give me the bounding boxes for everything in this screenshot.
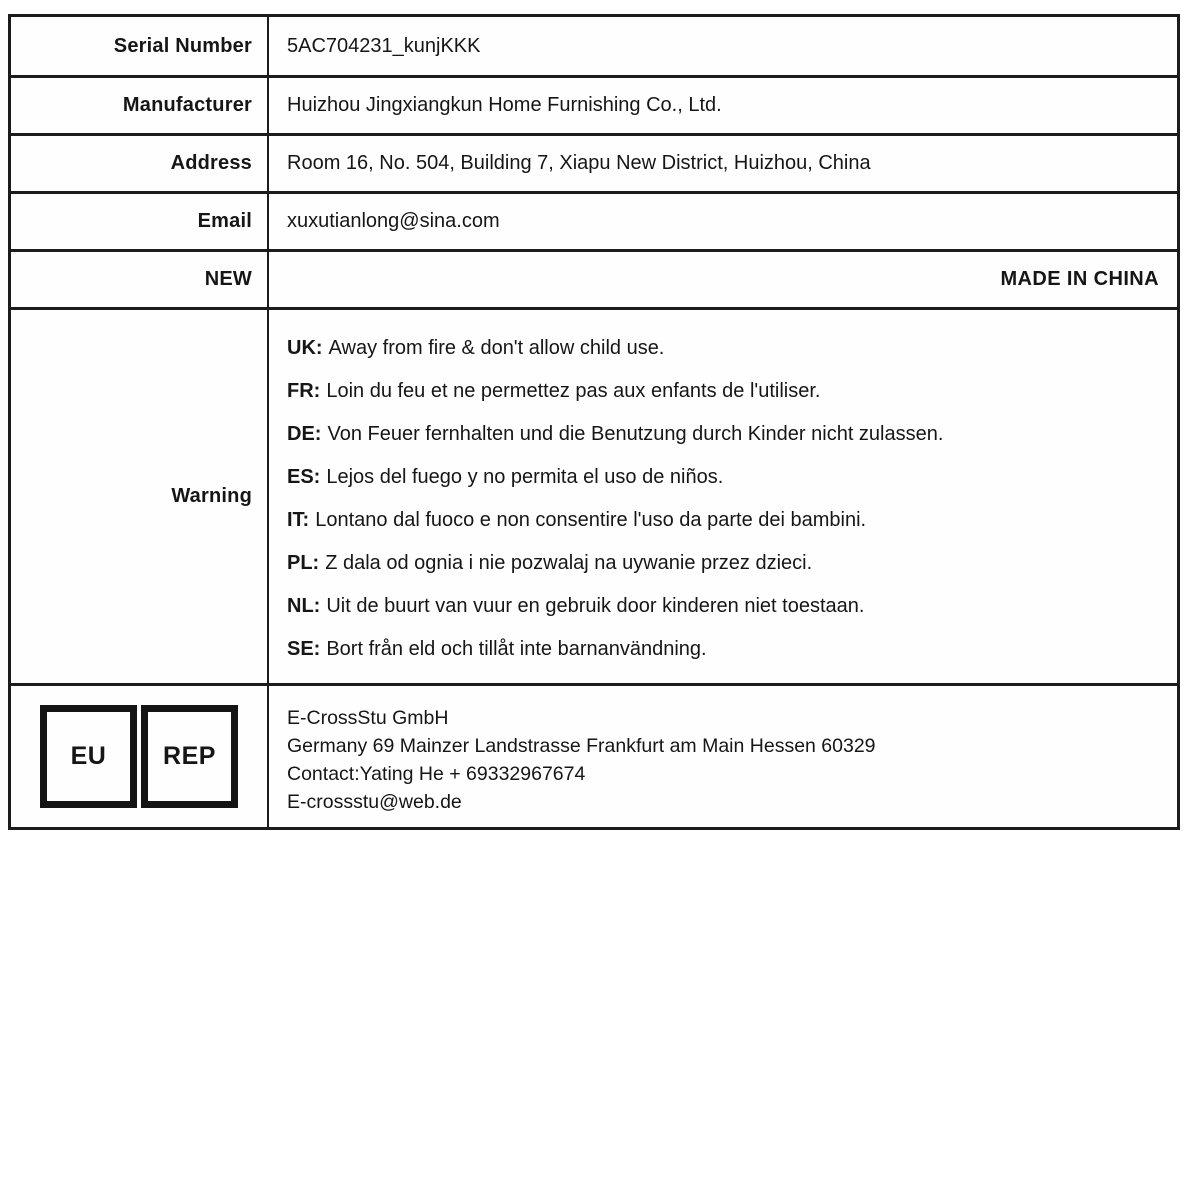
warning-text: Lontano dal fuoco e non consentire l'uso da parte dei bambini. <box>315 509 867 531</box>
warning-line-se <box>287 628 1159 671</box>
table-row-new-origin <box>11 249 1177 307</box>
new-label: NEW <box>11 252 269 307</box>
table-row-serial-number <box>11 17 1177 75</box>
warning-text: Lejos del fuego y no permita el uso de niños. <box>326 466 724 488</box>
warning-text: Von Feuer fernhalten und die Benutzung durch Kinder nicht zulassen. <box>327 423 944 445</box>
warning-text: Uit de buurt van vuur en gebruik door kinderen niet toestaan. <box>326 595 865 617</box>
warning-lang-code: ES: <box>287 466 321 488</box>
email-value: xuxutianlong@sina.com <box>287 210 500 232</box>
eu-box: EU <box>40 705 137 808</box>
warning-line-fr <box>287 370 1159 413</box>
eu-rep-contact: Contact:Yating He + 69332967674 <box>287 763 586 785</box>
eu-rep-boxes <box>40 705 238 808</box>
warning-line-it <box>287 499 1159 542</box>
warning-lang-code: DE: <box>287 423 322 445</box>
manufacturer-label: Manufacturer <box>11 78 269 133</box>
warning-text: Away from fire & don't allow child use. <box>328 337 665 359</box>
warning-line-uk <box>287 327 1159 370</box>
warning-line-pl <box>287 542 1159 585</box>
serial-number-label: Serial Number <box>11 17 269 75</box>
warning-lang-code: PL: <box>287 552 320 574</box>
warning-text-block <box>269 310 1177 683</box>
table-row-warning <box>11 307 1177 683</box>
eu-rep-company: E-CrossStu GmbH <box>287 707 449 729</box>
warning-lang-code: NL: <box>287 595 321 617</box>
eu-rep-symbol <box>11 686 269 827</box>
address-label: Address <box>11 136 269 191</box>
warning-lang-code: IT: <box>287 509 310 531</box>
email-label: Email <box>11 194 269 249</box>
table-row-email <box>11 191 1177 249</box>
warning-text: Bort från eld och tillåt inte barnanvändning. <box>326 638 707 660</box>
warning-line-nl <box>287 585 1159 628</box>
table-row-manufacturer <box>11 75 1177 133</box>
warning-label: Warning <box>11 310 269 683</box>
eu-rep-email: E-crossstu@web.de <box>287 791 462 813</box>
warning-text: Z dala od ognia i nie pozwalaj na uywanie przez dzieci. <box>325 552 813 574</box>
warning-lang-code: SE: <box>287 638 321 660</box>
serial-number-value: 5AC704231_kunjKKK <box>287 34 481 57</box>
table-row-eu-rep <box>11 683 1177 827</box>
manufacturer-value: Huizhou Jingxiangkun Home Furnishing Co., Ltd. <box>287 94 722 116</box>
eu-rep-address-block <box>269 686 1177 827</box>
warning-line-es <box>287 456 1159 499</box>
made-in-china-text: MADE IN CHINA <box>1000 268 1159 290</box>
product-label-table <box>8 14 1180 830</box>
table-row-address <box>11 133 1177 191</box>
warning-lang-code: UK: <box>287 337 323 359</box>
eu-rep-address: Germany 69 Mainzer Landstrasse Frankfurt am Main Hessen 60329 <box>287 735 876 757</box>
warning-text: Loin du feu et ne permettez pas aux enfants de l'utiliser. <box>326 380 821 402</box>
warning-lang-code: FR: <box>287 380 321 402</box>
warning-line-de <box>287 413 1159 456</box>
address-value: Room 16, No. 504, Building 7, Xiapu New District, Huizhou, China <box>287 152 871 174</box>
rep-box: REP <box>141 705 238 808</box>
